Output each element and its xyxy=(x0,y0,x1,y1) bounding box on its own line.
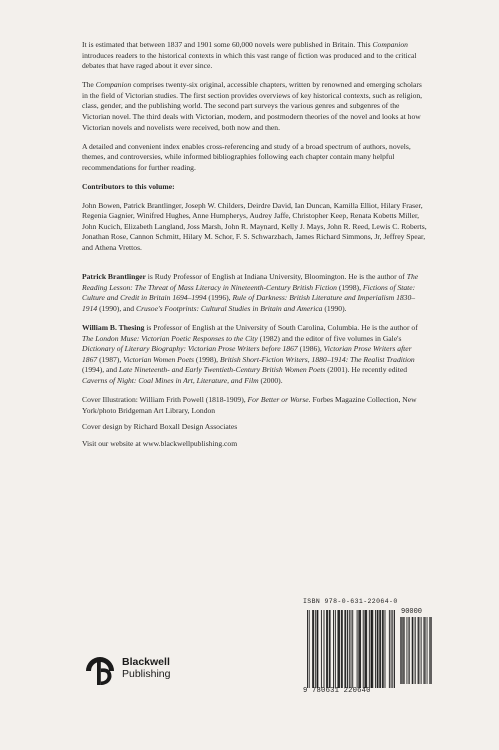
contributors-heading: Contributors to this volume: xyxy=(82,182,175,192)
barcode-bar xyxy=(349,610,350,688)
barcode-bar xyxy=(378,610,379,688)
barcode-bar xyxy=(421,617,422,684)
barcode-bar xyxy=(392,610,393,688)
barcode-bar xyxy=(418,617,419,684)
barcode-bar xyxy=(424,617,425,684)
barcode-bar xyxy=(414,617,415,684)
barcode-bar xyxy=(429,617,430,684)
barcode-bar xyxy=(313,610,314,688)
barcode-bar xyxy=(371,610,372,688)
editor-bio-brantlinger: Patrick Brantlinger is Rudy Professor of English at Indiana University, Bloomington. He is the author of The Reading Lesson: The Threat of Mass Literacy in Nineteenth-Century British Fiction (1998), Fictions of State: Culture and Credit in Britain 1694–1994 (1996), Rule of Darkness: British Literature and Imperialism 1830–1914 (1990), and Crusoe's Footprints: Cultural Studies in Britain and America (1990). xyxy=(82,272,419,313)
barcode-bar xyxy=(412,617,413,684)
barcode-bar xyxy=(338,610,339,688)
barcode-bar xyxy=(330,610,331,688)
barcode-bar xyxy=(401,617,402,684)
barcode-bar xyxy=(379,610,380,688)
cover-credits xyxy=(82,395,427,433)
barcode-bar xyxy=(329,610,330,688)
barcode-bar xyxy=(345,610,346,688)
barcode-bar xyxy=(400,617,401,684)
barcode-bar xyxy=(372,610,373,688)
barcode-bar xyxy=(385,610,386,688)
cover-illustration-credit: Cover Illustration: William Frith Powell (1818-1909), For Better or Worse. Forbes Magazine Collection, New York/photo Bridgeman Art Library, London xyxy=(82,395,417,415)
blackwell-b-logo-icon xyxy=(84,655,116,687)
barcode-bar xyxy=(371,610,372,688)
price-addon-digits: 90000 xyxy=(401,608,423,616)
logo-subtitle: Publishing xyxy=(122,668,171,680)
blackwell-publishing-logo xyxy=(84,653,174,698)
barcode-bar xyxy=(335,610,336,688)
barcode-bar xyxy=(363,610,364,688)
website-line: Visit our website at www.blackwellpublishing.com xyxy=(82,438,238,448)
barcode-bar xyxy=(403,617,404,684)
barcode-bar xyxy=(431,617,432,684)
barcode-bar xyxy=(408,617,409,684)
barcode-bar xyxy=(420,617,421,684)
barcode-bar xyxy=(382,610,383,688)
logo-wordmark xyxy=(122,656,170,680)
barcode-bar xyxy=(360,610,361,688)
barcode-bar xyxy=(427,617,428,684)
barcode-bar xyxy=(342,610,343,688)
barcode-bar xyxy=(424,617,425,684)
barcode-bar xyxy=(404,617,405,684)
barcode-bar xyxy=(333,610,334,688)
barcode-bar xyxy=(326,610,327,688)
barcode-bar xyxy=(366,610,367,688)
barcode-bar xyxy=(317,610,318,688)
barcode-bar xyxy=(337,610,338,688)
barcode-bar xyxy=(317,610,318,688)
editor-bio-thesing: William B. Thesing is Professor of English at the University of South Carolina, Columbia. He is the author of The London Muse: Victorian Poetic Responses to the City (1982) and the editor of five volumes in Gale's Dictionary of Literary Biography: Victorian Prose Writers before 1867 (1986), Victorian Prose Writers after 1867 (1987), Victorian Women Poets (1998), British Short-Fiction Writers, 1880–1914: The Realist Tradition (1994), and Late Nineteenth- and Early Twentieth-Century British Women Poets (2001). He recently edited Caverns of Night: Coal Mines in Art, Literature, and Film (2000). xyxy=(82,322,418,385)
barcode-bar xyxy=(394,610,395,688)
barcode-bar xyxy=(391,610,392,688)
barcode-bar xyxy=(375,610,376,688)
barcode-bar xyxy=(359,610,360,688)
barcode-bar xyxy=(352,610,353,688)
barcode-bar xyxy=(412,617,413,684)
back-cover-text xyxy=(82,40,427,458)
cover-design-credit: Cover design by Richard Boxall Design Associates xyxy=(82,422,238,432)
barcode-bar xyxy=(418,617,419,684)
barcode-bar xyxy=(430,617,431,684)
barcode-bar xyxy=(358,610,359,688)
barcode-bar xyxy=(389,610,390,688)
barcode-bar xyxy=(425,617,426,684)
barcode-bar xyxy=(369,610,370,688)
barcode-bar xyxy=(309,610,310,688)
intro-paragraph-1: It is estimated that between 1837 and 1901 some 60,000 novels were published in Britain. This Companion introduces readers to the historical contexts in which this vast range of fiction was produced and to the critical debates that have raged about it ever since. xyxy=(82,40,417,71)
barcode-bar xyxy=(365,610,366,688)
barcode-bar xyxy=(402,617,403,684)
barcode-bar xyxy=(327,610,328,688)
barcode-bar xyxy=(415,617,416,684)
barcode-bar xyxy=(357,610,358,688)
barcode-block xyxy=(303,598,433,698)
logo-brand: Blackwell xyxy=(122,656,170,668)
barcode-bar xyxy=(409,617,410,684)
barcode-bar xyxy=(347,610,348,688)
barcode-bar xyxy=(324,610,325,688)
barcode-bar xyxy=(351,610,352,688)
barcode-bar xyxy=(315,610,316,688)
contributors-list: John Bowen, Patrick Brantlinger, Joseph W. Childers, Deirdre David, Ian Duncan, Kamilla Elliot, Hilary Fraser, Regenia Gagnier, Winifred Hughes, Anne Humpherys, Audrey Jaffe, Christopher Keep, Renata Kobetts Miller, John Kucich, Elizabeth Langland, Joss Marsh, John R. Maynard, Kelly J. Mays, John R. Reed, Lewis C. Roberts, Jonathan Rose, Cannon Schmitt, Hilary M. Schor, F. S. Schwarzbach, James Richard Simmons, Jr, Jeffrey Spear, and Athena Vrettos. xyxy=(82,200,427,252)
barcode-bar xyxy=(312,610,313,688)
intro-paragraph-2: The Companion comprises twenty-six original, accessible chapters, written by renowned and emerging scholars in the field of Victorian studies. The first section provides overviews of key historical contexts, such as religion, class, gender, and the publishing world. The second part surveys the various genres and subgenres of the Victorian novel. The third deals with Victorian, modern, and postmodern theories of the novel and looks at how Victorian novels and novelists were received, both now and then. xyxy=(82,80,423,132)
barcode-bar xyxy=(341,610,342,688)
barcode-bar xyxy=(407,617,408,684)
barcode-bar xyxy=(339,610,340,688)
barcode-bar xyxy=(383,610,384,688)
barcode-bar xyxy=(377,610,378,688)
barcode-bar xyxy=(344,610,345,688)
isbn-text: ISBN 978-0-631-22064-0 xyxy=(303,598,398,605)
barcode-bar xyxy=(365,610,366,688)
intro-paragraph-3: A detailed and convenient index enables cross-referencing and study of a broad spectrum of authors, novels, themes, and controversies, while informed bibliographies following each chapter contain many helpful recommendations for further reading. xyxy=(82,141,411,172)
barcode-bar xyxy=(321,610,322,688)
barcode-digits: 9 780631 220640 xyxy=(303,687,371,695)
addon-barcode xyxy=(400,617,432,684)
ean-barcode xyxy=(307,610,395,688)
barcode-bar xyxy=(307,610,308,688)
barcode-bar xyxy=(380,610,381,688)
